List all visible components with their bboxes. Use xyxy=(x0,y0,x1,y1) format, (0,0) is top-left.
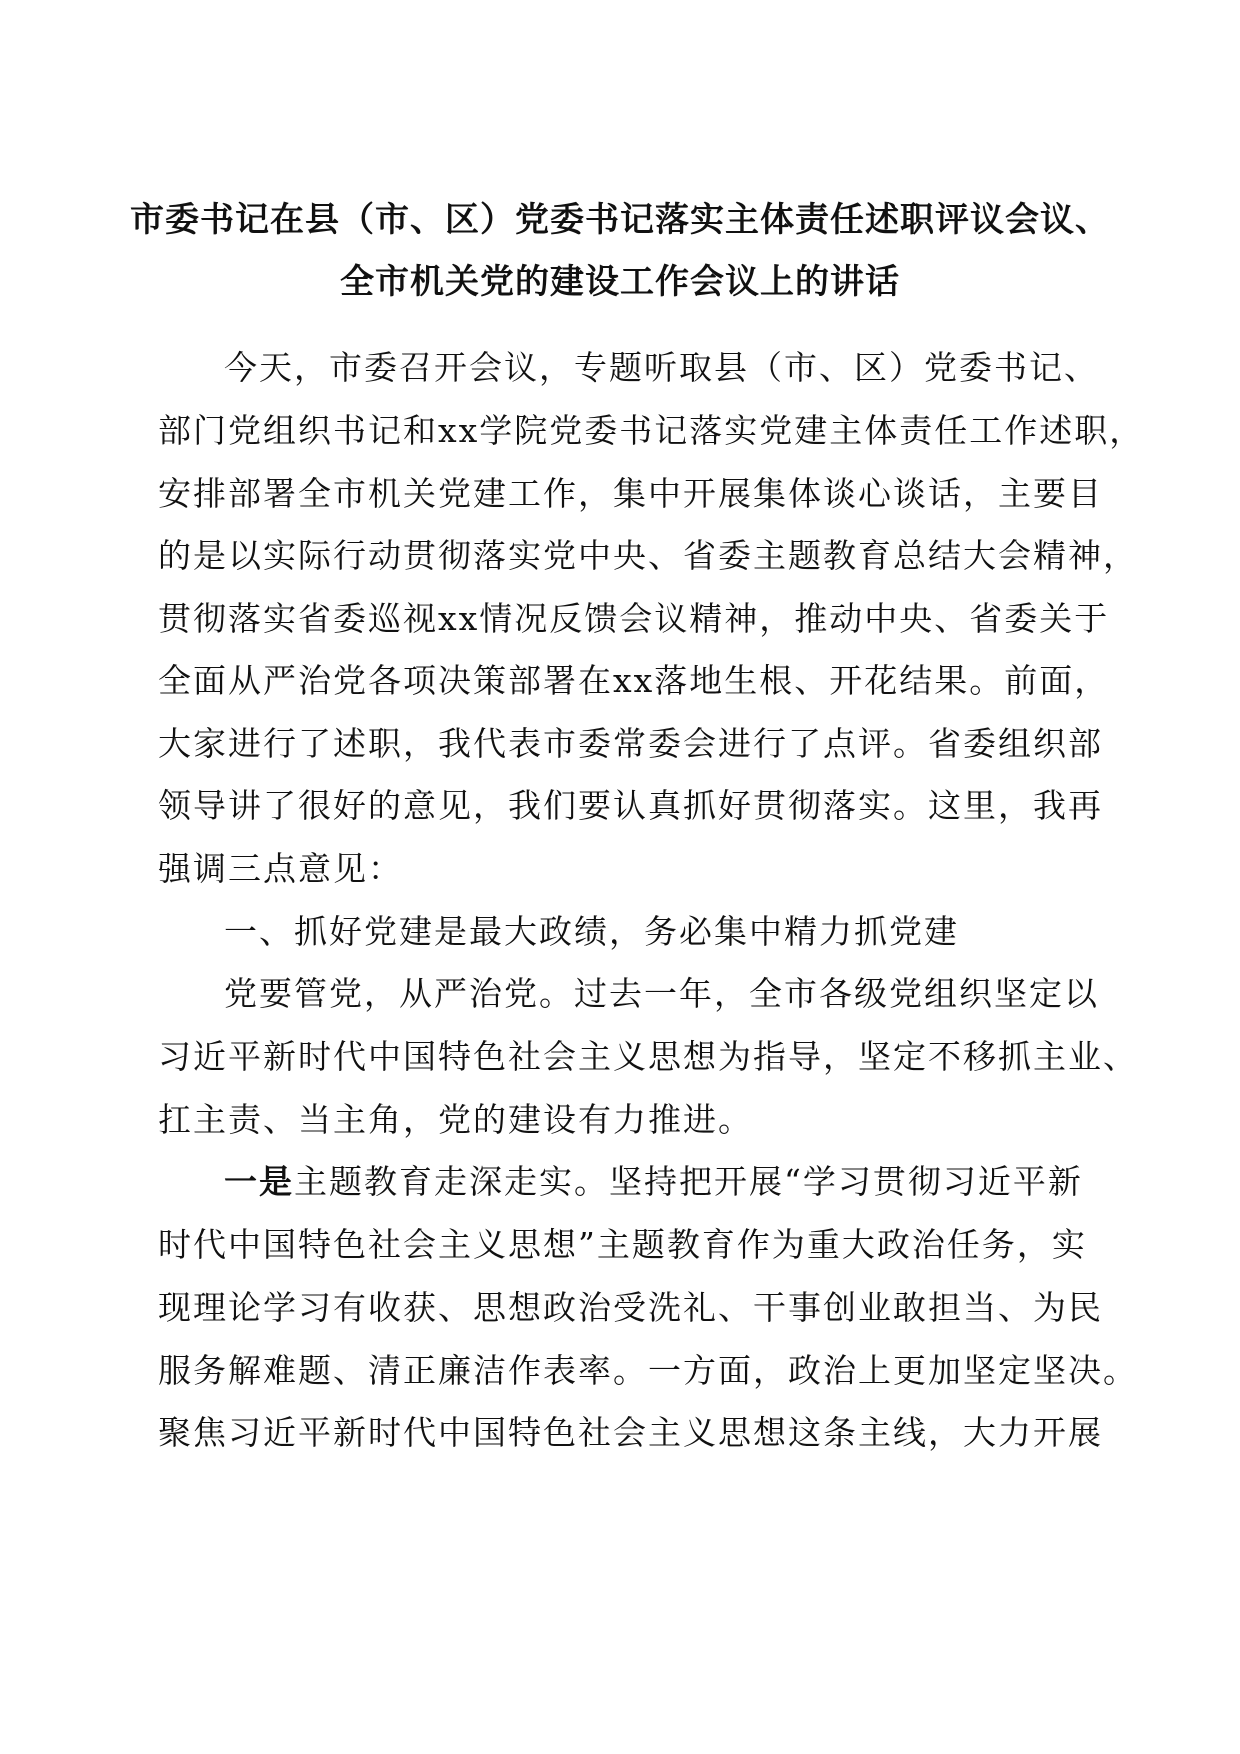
lead-label: 一是 xyxy=(224,1162,294,1201)
paragraph-line: 时代中国特色社会主义思想”主题教育作为重大政治任务，实 xyxy=(158,1225,1087,1264)
paragraph-line: 的是以实际行动贯彻落实党中央、省委主题教育总结大会精神， xyxy=(158,536,1138,575)
title-line-2: 全市机关党的建设工作会议上的讲话 xyxy=(340,262,900,302)
paragraph-line: 大家进行了述职，我代表市委常委会进行了点评。省委组织部 xyxy=(158,724,1103,763)
paragraph-line: 全面从严治党各项决策部署在xx落地生根、开花结果。前面， xyxy=(158,661,1110,700)
paragraph-line: 部门党组织书记和xx学院党委书记落实党建主体责任工作述职， xyxy=(158,411,1145,450)
paragraph-line: 党要管党，从严治党。过去一年，全市各级党组织坚定以 xyxy=(224,974,1099,1013)
paragraph-line: 习近平新时代中国特色社会主义思想为指导，坚定不移抓主业、 xyxy=(158,1037,1138,1076)
lead-text: 主题教育走深走实。坚持把开展“学习贯彻习近平新 xyxy=(294,1162,1083,1201)
paragraph-line: 扛主责、当主角，党的建设有力推进。 xyxy=(158,1100,753,1139)
paragraph-line: 领导讲了很好的意见，我们要认真抓好贯彻落实。这里，我再 xyxy=(158,786,1103,825)
section-heading: 一、抓好党建是最大政绩，务必集中精力抓党建 xyxy=(224,912,959,951)
paragraph-line: 服务解难题、清正廉洁作表率。一方面，政治上更加坚定坚决。 xyxy=(158,1351,1138,1390)
paragraph-line: 聚焦习近平新时代中国特色社会主义思想这条主线，大力开展 xyxy=(158,1413,1103,1452)
title-line-1: 市委书记在县（市、区）党委书记落实主体责任述职评议会议、 xyxy=(130,200,1110,240)
paragraph-line: 安排部署全市机关党建工作，集中开展集体谈心谈话，主要目 xyxy=(158,474,1103,513)
paragraph-line: 强调三点意见： xyxy=(158,849,403,888)
paragraph-line xyxy=(224,1162,1083,1202)
paragraph-line: 今天，市委召开会议，专题听取县（市、区）党委书记、 xyxy=(224,348,1099,387)
paragraph-line: 现理论学习有收获、思想政治受洗礼、干事创业敢担当、为民 xyxy=(158,1288,1103,1327)
paragraph-line: 贯彻落实省委巡视xx情况反馈会议精神，推动中央、省委关于 xyxy=(158,599,1110,638)
